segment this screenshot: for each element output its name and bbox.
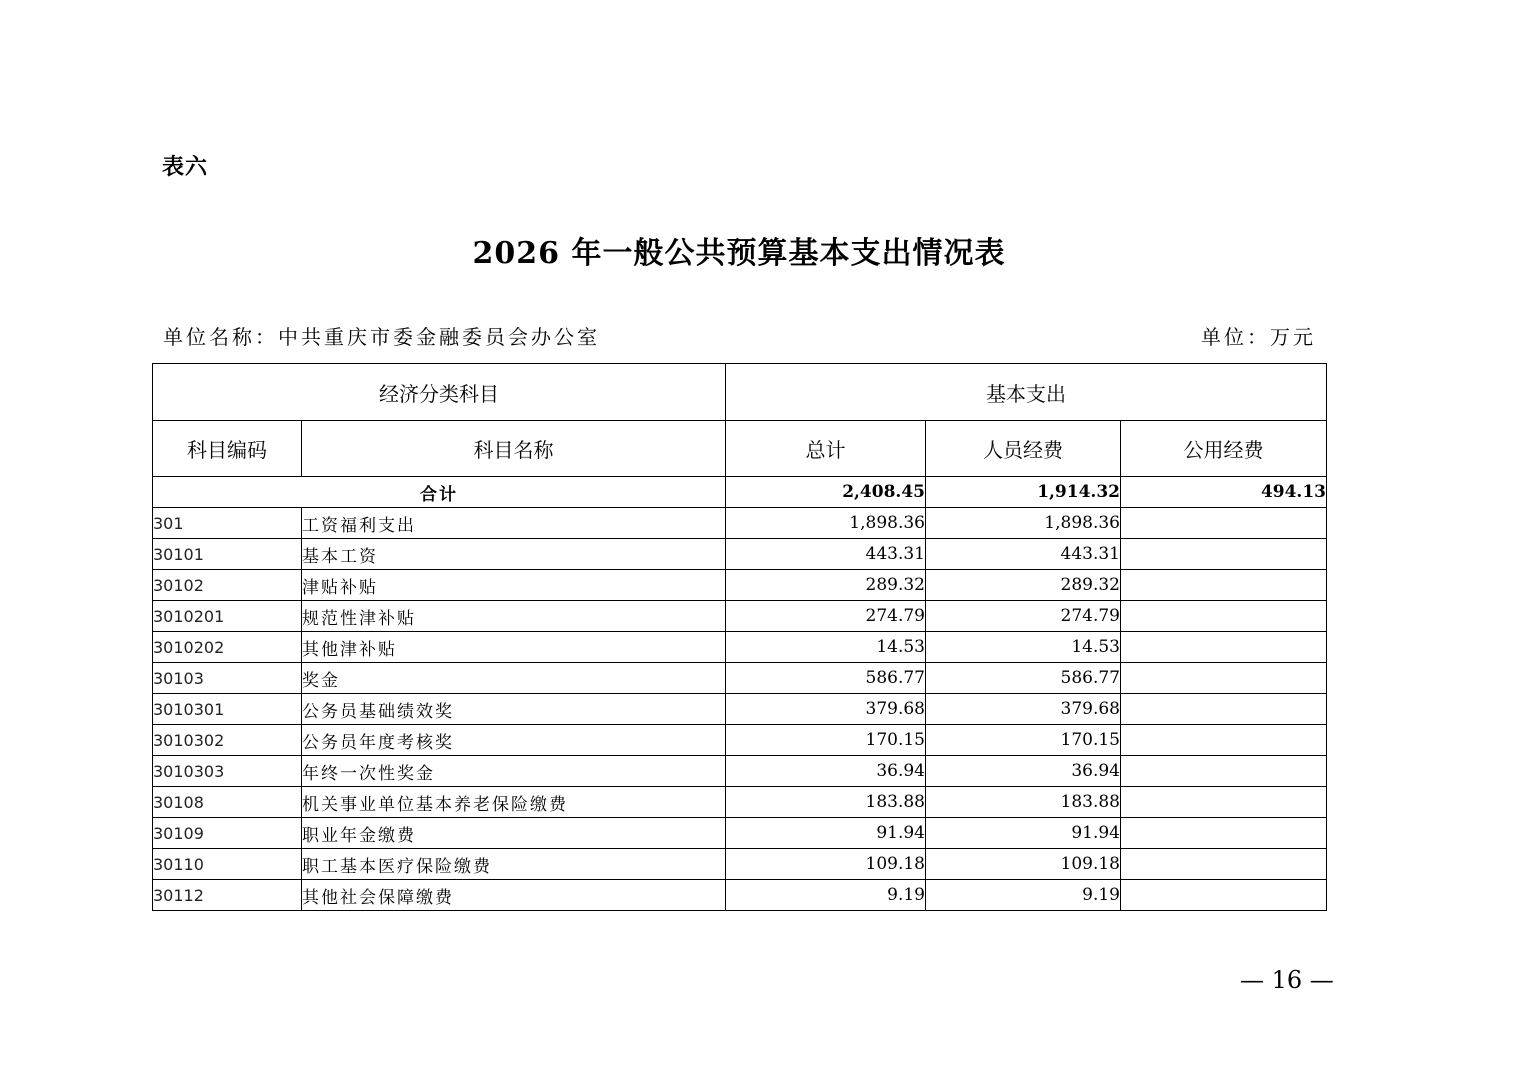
code-cell: 301 (153, 508, 302, 539)
name-cell: 工资福利支出 (302, 508, 726, 539)
total-cell: 183.88 (726, 787, 926, 818)
table-row (153, 849, 1327, 880)
personnel-cell: 109.18 (926, 849, 1121, 880)
name-cell: 公务员年度考核奖 (302, 725, 726, 756)
name-cell: 职工基本医疗保险缴费 (302, 849, 726, 880)
personnel-cell: 379.68 (926, 694, 1121, 725)
total-cell: 443.31 (726, 539, 926, 570)
total-cell: 14.53 (726, 632, 926, 663)
code-cell: 3010201 (153, 601, 302, 632)
table-row (153, 508, 1327, 539)
total-cell: 1,898.36 (726, 508, 926, 539)
code-cell: 30109 (153, 818, 302, 849)
total-cell: 170.15 (726, 725, 926, 756)
table-row (153, 632, 1327, 663)
name-cell: 津贴补贴 (302, 570, 726, 601)
code-cell: 30103 (153, 663, 302, 694)
budget-table (152, 363, 1327, 911)
name-cell: 机关事业单位基本养老保险缴费 (302, 787, 726, 818)
personnel-cell: 170.15 (926, 725, 1121, 756)
personnel-cell: 289.32 (926, 570, 1121, 601)
total-cell: 91.94 (726, 818, 926, 849)
header-total: 总计 (726, 421, 926, 477)
table-row (153, 601, 1327, 632)
public-cell (1121, 787, 1327, 818)
header-public: 公用经费 (1121, 421, 1327, 477)
table-row (153, 725, 1327, 756)
code-cell: 30108 (153, 787, 302, 818)
code-cell: 3010202 (153, 632, 302, 663)
public-cell (1121, 725, 1327, 756)
header-economic-class: 经济分类科目 (153, 364, 726, 421)
code-cell: 3010302 (153, 725, 302, 756)
name-cell: 规范性津补贴 (302, 601, 726, 632)
personnel-cell: 1,898.36 (926, 508, 1121, 539)
unit-label: 单位：万元 (1201, 325, 1316, 349)
code-cell: 3010301 (153, 694, 302, 725)
table-label: 表六 (162, 155, 209, 180)
total-cell: 36.94 (726, 756, 926, 787)
table-row (153, 539, 1327, 570)
total-row (153, 477, 1327, 508)
public-cell: 494.13 (1121, 477, 1327, 508)
total-cell: 9.19 (726, 880, 926, 911)
personnel-cell: 586.77 (926, 663, 1121, 694)
public-cell (1121, 818, 1327, 849)
personnel-cell: 9.19 (926, 880, 1121, 911)
header-name: 科目名称 (302, 421, 726, 477)
name-cell: 基本工资 (302, 539, 726, 570)
code-cell: 3010303 (153, 756, 302, 787)
code-cell: 30102 (153, 570, 302, 601)
name-cell: 公务员基础绩效奖 (302, 694, 726, 725)
page-number: — 16 — (1240, 966, 1334, 994)
personnel-cell: 91.94 (926, 818, 1121, 849)
public-cell (1121, 632, 1327, 663)
table-row (153, 570, 1327, 601)
total-cell: 379.68 (726, 694, 926, 725)
total-cell: 109.18 (726, 849, 926, 880)
page-title: 2026 年一般公共预算基本支出情况表 (472, 236, 1006, 271)
name-cell: 职业年金缴费 (302, 818, 726, 849)
public-cell (1121, 880, 1327, 911)
public-cell (1121, 539, 1327, 570)
public-cell (1121, 756, 1327, 787)
name-cell: 年终一次性奖金 (302, 756, 726, 787)
code-cell: 30101 (153, 539, 302, 570)
name-cell: 奖金 (302, 663, 726, 694)
code-cell: 30112 (153, 880, 302, 911)
header-personnel: 人员经费 (926, 421, 1121, 477)
table-row (153, 818, 1327, 849)
personnel-cell: 14.53 (926, 632, 1121, 663)
unit-name: 单位名称：中共重庆市委金融委员会办公室 (163, 325, 600, 349)
personnel-cell: 1,914.32 (926, 477, 1121, 508)
total-label: 合计 (153, 477, 726, 508)
public-cell (1121, 694, 1327, 725)
personnel-cell: 274.79 (926, 601, 1121, 632)
group-header-row (153, 364, 1327, 421)
total-cell: 586.77 (726, 663, 926, 694)
public-cell (1121, 601, 1327, 632)
name-cell: 其他社会保障缴费 (302, 880, 726, 911)
public-cell (1121, 849, 1327, 880)
header-basic-expense: 基本支出 (726, 364, 1327, 421)
total-cell: 2,408.45 (726, 477, 926, 508)
personnel-cell: 36.94 (926, 756, 1121, 787)
total-cell: 274.79 (726, 601, 926, 632)
table-row (153, 756, 1327, 787)
table-row (153, 694, 1327, 725)
public-cell (1121, 570, 1327, 601)
total-cell: 289.32 (726, 570, 926, 601)
table-row (153, 787, 1327, 818)
code-cell: 30110 (153, 849, 302, 880)
table-row (153, 880, 1327, 911)
personnel-cell: 443.31 (926, 539, 1121, 570)
column-header-row (153, 421, 1327, 477)
public-cell (1121, 508, 1327, 539)
name-cell: 其他津补贴 (302, 632, 726, 663)
header-code: 科目编码 (153, 421, 302, 477)
personnel-cell: 183.88 (926, 787, 1121, 818)
public-cell (1121, 663, 1327, 694)
table-row (153, 663, 1327, 694)
